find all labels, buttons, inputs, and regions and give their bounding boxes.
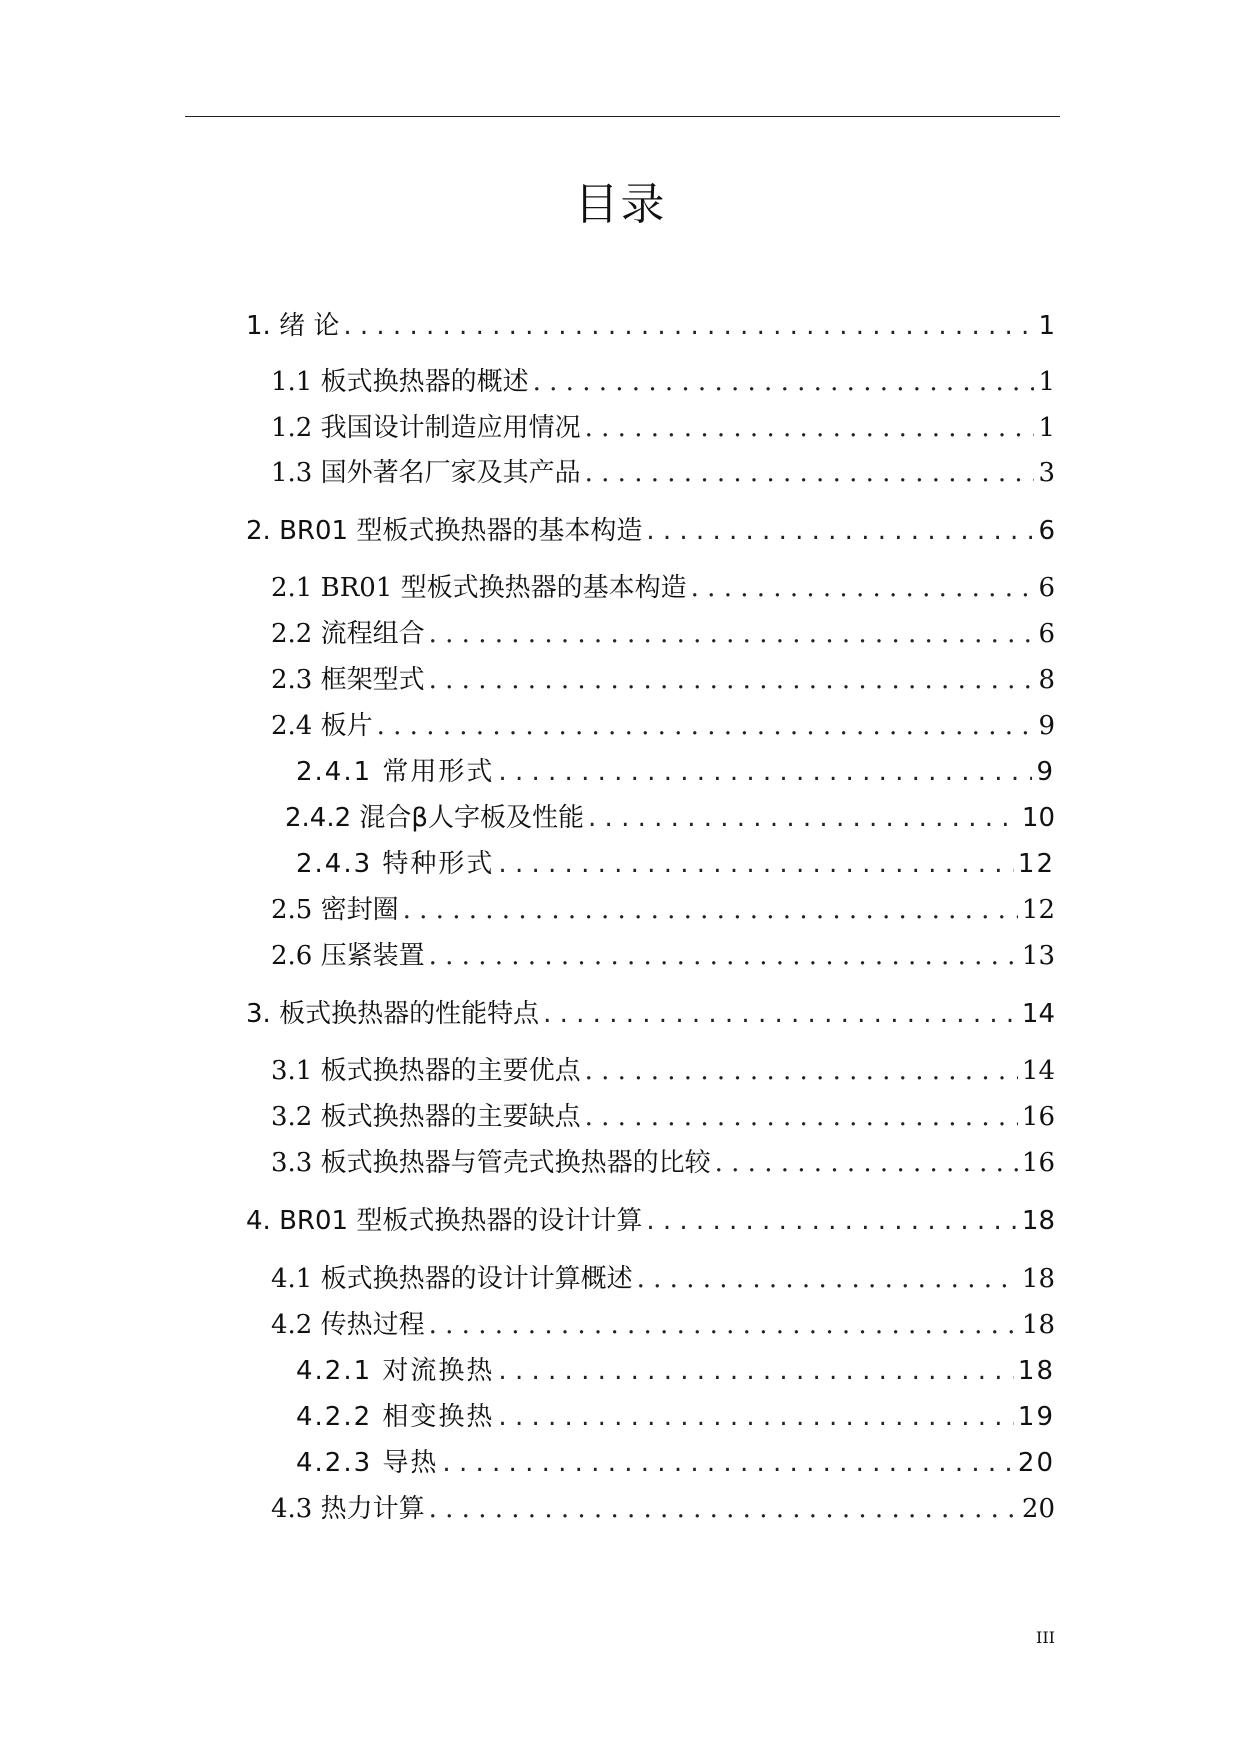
toc-leader-dots <box>429 664 1035 696</box>
toc-entry-page: 3 <box>1038 458 1055 488</box>
toc-leader-dots <box>429 940 1018 972</box>
page-title: 目录 <box>574 179 667 230</box>
toc-entry-label: 1.3 国外著名厂家及其产品 <box>271 458 581 488</box>
toc-entry-label: 1.2 我国设计制造应用情况 <box>271 413 581 443</box>
toc-entry-page: 1 <box>1038 367 1055 397</box>
toc-entry[interactable] <box>271 1147 1055 1179</box>
toc-entry-label: 4. BR01 型板式换热器的设计计算 <box>246 1206 643 1236</box>
toc-leader-dots <box>498 848 1013 880</box>
toc-entry-page: 12 <box>1021 895 1055 925</box>
toc-entry[interactable] <box>296 1447 1055 1479</box>
toc-entry-label: 2.2 流程组合 <box>271 619 425 649</box>
toc-entry-label: 2.5 密封圈 <box>271 895 399 925</box>
toc-entry-label: 2. BR01 型板式换热器的基本构造 <box>246 516 643 546</box>
toc-entry-page: 18 <box>1017 1356 1055 1386</box>
toc-entry-page: 1 <box>1038 413 1055 443</box>
toc-leader-dots <box>715 1147 1018 1179</box>
toc-entry-label: 2.4 板片 <box>271 711 373 741</box>
page-number: III <box>1036 1628 1055 1647</box>
toc-entry-page: 18 <box>1021 1264 1055 1294</box>
toc-entry-page: 6 <box>1038 573 1055 603</box>
toc-entry-page: 10 <box>1021 803 1055 833</box>
toc-entry-label: 2.4.3 特种形式 <box>296 849 495 879</box>
toc-entry-page: 16 <box>1021 1148 1055 1178</box>
toc-leader-dots <box>429 618 1035 650</box>
toc-leader-dots <box>691 572 1035 604</box>
toc-leader-dots <box>498 1355 1013 1387</box>
toc-entry-page: 9 <box>1038 711 1055 741</box>
toc-entry-label: 3.2 板式换热器的主要缺点 <box>271 1102 581 1132</box>
toc-entry-label: 2.4.2 混合β人字板及性能 <box>285 803 585 833</box>
toc-entry-page: 19 <box>1017 1402 1055 1432</box>
toc-entry-page: 9 <box>1036 757 1055 787</box>
toc-entry-label: 1.1 板式换热器的概述 <box>271 367 529 397</box>
toc-entry-page: 18 <box>1021 1206 1055 1236</box>
toc-entry-label: 2.1 BR01 型板式换热器的基本构造 <box>271 573 687 603</box>
toc-entry-label: 4.2.2 相变换热 <box>296 1402 495 1432</box>
toc-leader-dots <box>646 515 1034 547</box>
toc-leader-dots <box>498 756 1032 788</box>
toc-entry[interactable] <box>271 1101 1055 1133</box>
toc-entry-label: 1. 绪 论 <box>246 311 340 341</box>
toc-leader-dots <box>377 710 1035 742</box>
toc-entry-label: 4.2.3 导热 <box>296 1448 439 1478</box>
toc-entry[interactable] <box>271 940 1055 972</box>
toc-entry[interactable] <box>271 618 1055 650</box>
toc-entry-page: 13 <box>1021 941 1055 971</box>
toc-entry[interactable] <box>271 572 1055 604</box>
toc-entry-label: 4.2.1 对流换热 <box>296 1356 495 1386</box>
toc-entry[interactable] <box>246 1205 1055 1237</box>
toc-entry[interactable] <box>296 848 1055 880</box>
toc-leader-dots <box>343 310 1034 342</box>
toc-entry-page: 16 <box>1021 1102 1055 1132</box>
toc-entry-label: 2.3 框架型式 <box>271 665 425 695</box>
toc-entry-label: 3.3 板式换热器与管壳式换热器的比较 <box>271 1148 711 1178</box>
toc-entry-page: 20 <box>1017 1448 1055 1478</box>
toc-entry[interactable] <box>271 710 1055 742</box>
toc-entry-page: 1 <box>1038 311 1055 341</box>
toc-leader-dots <box>543 998 1018 1030</box>
toc-entry-label: 2.6 压紧装置 <box>271 941 425 971</box>
toc-leader-dots <box>498 1401 1013 1433</box>
toc-entry-page: 18 <box>1021 1310 1055 1340</box>
toc-entry[interactable] <box>271 1493 1055 1525</box>
toc-leader-dots <box>442 1447 1013 1479</box>
toc-leader-dots <box>429 1493 1018 1525</box>
toc-leader-dots <box>403 894 1018 926</box>
toc-entry[interactable] <box>271 894 1055 926</box>
toc-entry[interactable] <box>271 1055 1055 1087</box>
toc-leader-dots <box>585 412 1035 444</box>
toc-leader-dots <box>585 457 1035 489</box>
toc-entry[interactable] <box>271 457 1055 489</box>
toc-entry-label: 3. 板式换热器的性能特点 <box>246 999 540 1029</box>
toc-entry-label: 4.3 热力计算 <box>271 1494 425 1524</box>
toc-entry[interactable] <box>271 664 1055 696</box>
toc-entry-page: 12 <box>1017 849 1055 879</box>
toc-entry[interactable] <box>271 366 1055 398</box>
toc-leader-dots <box>588 802 1018 834</box>
toc-leader-dots <box>533 366 1035 398</box>
toc-entry-page: 20 <box>1021 1494 1055 1524</box>
toc-entry[interactable] <box>271 1263 1055 1295</box>
toc-entry-label: 2.4.1 常用形式 <box>296 757 495 787</box>
toc-entry-label: 3.1 板式换热器的主要优点 <box>271 1056 581 1086</box>
toc-entry-page: 8 <box>1038 665 1055 695</box>
toc-entry[interactable] <box>285 802 1055 834</box>
toc-leader-dots <box>429 1309 1018 1341</box>
toc-entry[interactable] <box>271 412 1055 444</box>
toc-entry-page: 14 <box>1021 999 1055 1029</box>
toc-entry[interactable] <box>296 756 1055 788</box>
toc-leader-dots <box>637 1263 1018 1295</box>
toc-entry[interactable] <box>246 310 1055 342</box>
toc-entry[interactable] <box>296 1401 1055 1433</box>
toc-leader-dots <box>585 1055 1018 1087</box>
toc-entry-page: 6 <box>1038 619 1055 649</box>
toc-entry-label: 4.2 传热过程 <box>271 1310 425 1340</box>
toc-leader-dots <box>646 1205 1018 1237</box>
toc-entry-label: 4.1 板式换热器的设计计算概述 <box>271 1264 633 1294</box>
toc-entry-page: 14 <box>1021 1056 1055 1086</box>
toc-entry[interactable] <box>246 515 1055 547</box>
toc-entry-page: 6 <box>1038 516 1055 546</box>
toc-entry[interactable] <box>246 998 1055 1030</box>
toc-entry[interactable] <box>296 1355 1055 1387</box>
toc-leader-dots <box>585 1101 1018 1133</box>
toc-entry[interactable] <box>271 1309 1055 1341</box>
